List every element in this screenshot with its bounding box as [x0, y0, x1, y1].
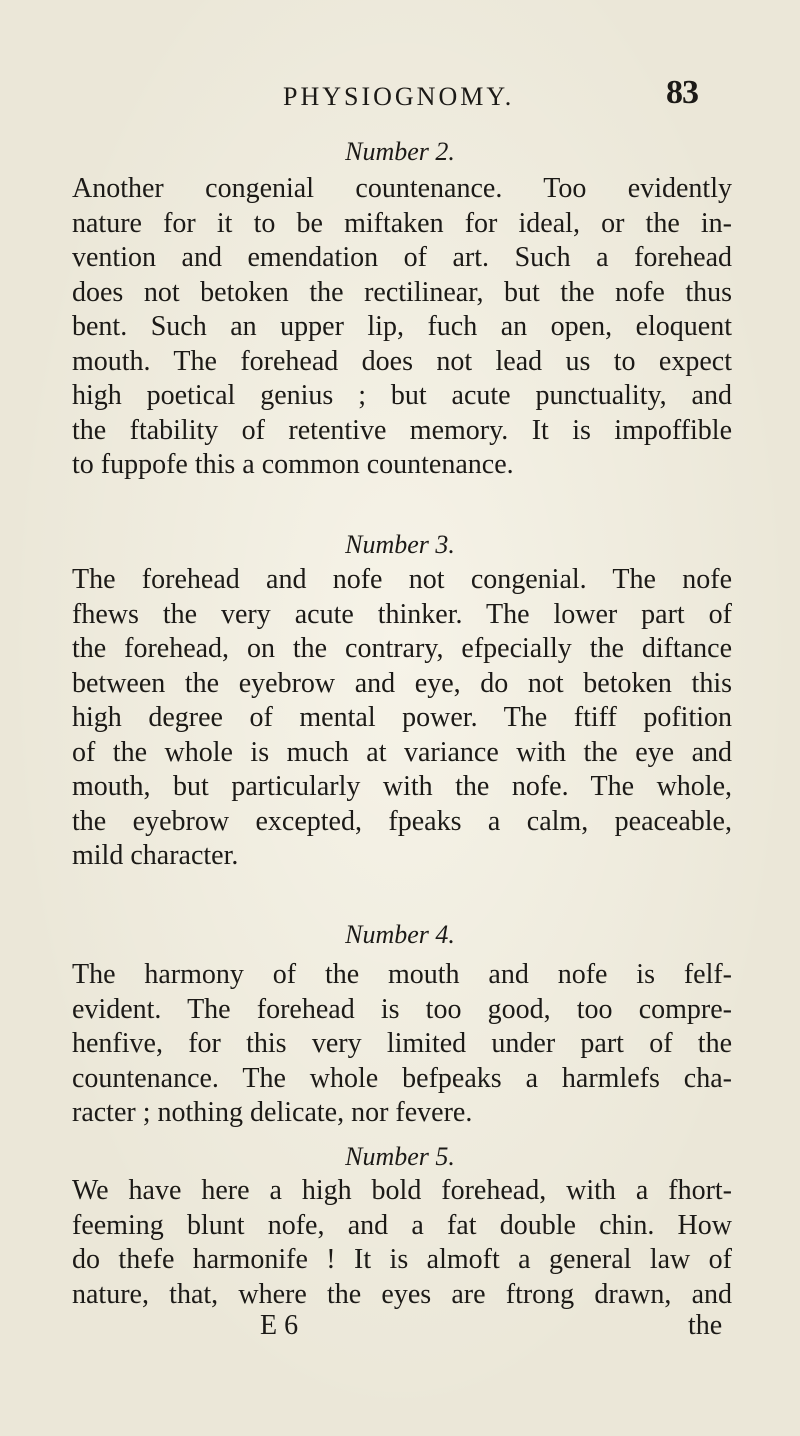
paragraph-number-2: [72, 172, 732, 483]
text-line: of the whole is much at variance with the eye and: [72, 736, 732, 768]
text-line: evident. The forehead is too good, too compre-: [72, 993, 732, 1025]
section-heading-number-3: Number 3.: [345, 530, 455, 559]
text-line: mouth. The forehead does not lead us to expect: [72, 345, 732, 377]
section-heading-number-2: Number 2.: [345, 137, 455, 166]
paragraph-number-3: [72, 563, 732, 874]
text-line: the ftability of retentive memory. It is impoffible: [72, 414, 732, 446]
text-line: the eyebrow excepted, fpeaks a calm, peaceable,: [72, 805, 732, 837]
text-line: We have here a high bold forehead, with a fhort-: [72, 1175, 732, 1206]
catchword: the: [688, 1310, 723, 1341]
text-line: the forehead, on the contrary, efpecially the diftance: [72, 633, 732, 664]
paragraph-number-4: [72, 958, 732, 1131]
section-heading-number-5: Number 5.: [345, 1142, 455, 1171]
text-line: countenance. The whole befpeaks a harmlefs cha-: [72, 1062, 732, 1094]
text-line: bent. Such an upper lip, fuch an open, eloquent: [72, 311, 732, 342]
text-line: mild character.: [72, 840, 239, 871]
page-number: 83: [666, 74, 698, 111]
text-line: high poetical genius ; but acute punctuality, and: [72, 380, 732, 411]
text-line: Another congenial countenance. Too evidently: [72, 173, 732, 204]
text-line: does not betoken the rectilinear, but the nofe thus: [72, 276, 732, 308]
text-line: high degree of mental power. The ftiff pofition: [72, 702, 732, 733]
text-line: fhews the very acute thinker. The lower part of: [72, 598, 732, 630]
text-line: mouth, but particularly with the nofe. The whole,: [72, 771, 732, 802]
running-head: [0, 74, 800, 114]
running-title: PHYSIOGNOMY.: [283, 82, 515, 111]
text-line: racter ; nothing delicate, nor fevere.: [72, 1097, 473, 1128]
signature-mark: E 6: [260, 1310, 299, 1341]
text-line: The forehead and nofe not congenial. The nofe: [72, 564, 732, 595]
text-line: nature for it to be miftaken for ideal, or the in-: [72, 207, 732, 239]
page-footer: [0, 1310, 800, 1350]
text-line: to fuppofe this a common countenance.: [72, 449, 514, 480]
text-line: henfive, for this very limited under part of the: [72, 1028, 732, 1059]
text-line: vention and emendation of art. Such a forehead: [72, 242, 732, 273]
section-heading-number-4: Number 4.: [345, 920, 455, 949]
text-line: between the eyebrow and eye, do not betoken this: [72, 667, 732, 699]
text-line: The harmony of the mouth and nofe is felf-: [72, 959, 732, 990]
text-line: do thefe harmonife ! It is almoft a general law of: [72, 1244, 732, 1275]
text-line: nature, that, where the eyes are ftrong drawn, and: [72, 1278, 732, 1310]
paragraph-number-5: [72, 1174, 732, 1312]
text-line: feeming blunt nofe, and a fat double chin. How: [72, 1209, 732, 1241]
